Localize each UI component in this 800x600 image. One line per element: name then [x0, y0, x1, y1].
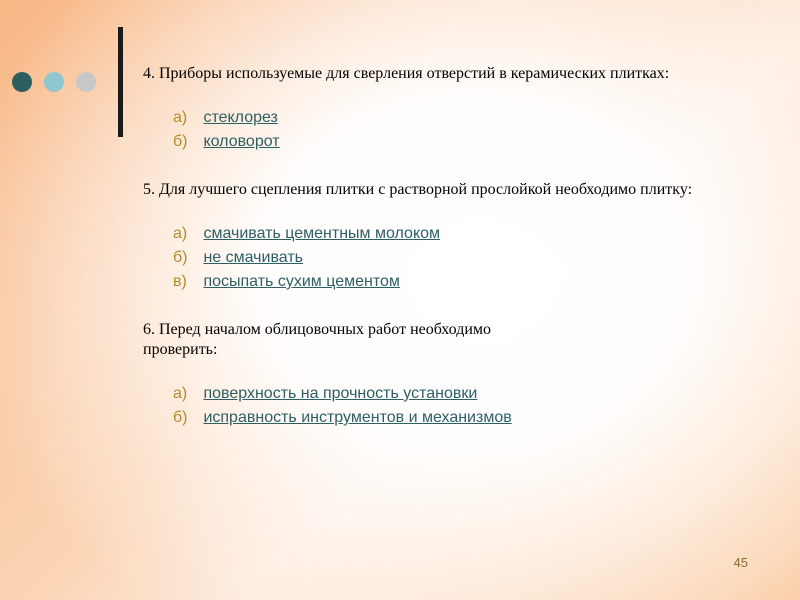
dot-light-blue-icon [44, 72, 64, 92]
answer-link-5b[interactable]: не смачивать [203, 249, 303, 266]
question-6-line-2: проверить: [143, 341, 218, 358]
answer-item [173, 406, 773, 430]
answer-marker: б) [173, 133, 188, 150]
answer-link-4b[interactable]: коловорот [203, 133, 280, 150]
question-6 [143, 320, 773, 360]
answer-link-4a[interactable]: стеклорез [203, 109, 278, 126]
slide-content [143, 64, 773, 430]
answer-item [173, 246, 773, 270]
decorative-dots [12, 72, 96, 92]
vertical-divider [118, 27, 123, 137]
dot-dark-teal-icon [12, 72, 32, 92]
answer-marker: б) [173, 249, 188, 266]
answer-marker: а) [173, 385, 188, 402]
dot-gray-icon [76, 72, 96, 92]
answer-marker: а) [173, 225, 188, 242]
answer-link-5c[interactable]: посыпать сухим цементом [203, 273, 400, 290]
answer-item [173, 130, 773, 154]
answer-link-6b[interactable]: исправность инструментов и механизмов [203, 409, 512, 426]
answer-list-6 [173, 382, 773, 430]
question-6-line-1: 6. Перед началом облицовочных работ необходимо [143, 321, 492, 338]
page-number: 45 [733, 555, 748, 570]
question-4: 4. Приборы используемые для сверления отверстий в керамических плитках: [143, 65, 670, 82]
answer-item [173, 222, 773, 246]
answer-marker: б) [173, 409, 188, 426]
answer-list-4 [173, 106, 773, 154]
answer-link-5a[interactable]: смачивать цементным молоком [203, 225, 441, 242]
answer-item [173, 382, 773, 406]
answer-list-5 [173, 222, 773, 294]
answer-item [173, 270, 773, 294]
answer-marker: в) [173, 273, 187, 290]
answer-link-6a[interactable]: поверхность на прочность установки [203, 385, 478, 402]
answer-item [173, 106, 773, 130]
question-5: 5. Для лучшего сцепления плитки с растворной прослойкой необходимо плитку: [143, 181, 693, 198]
answer-marker: а) [173, 109, 188, 126]
